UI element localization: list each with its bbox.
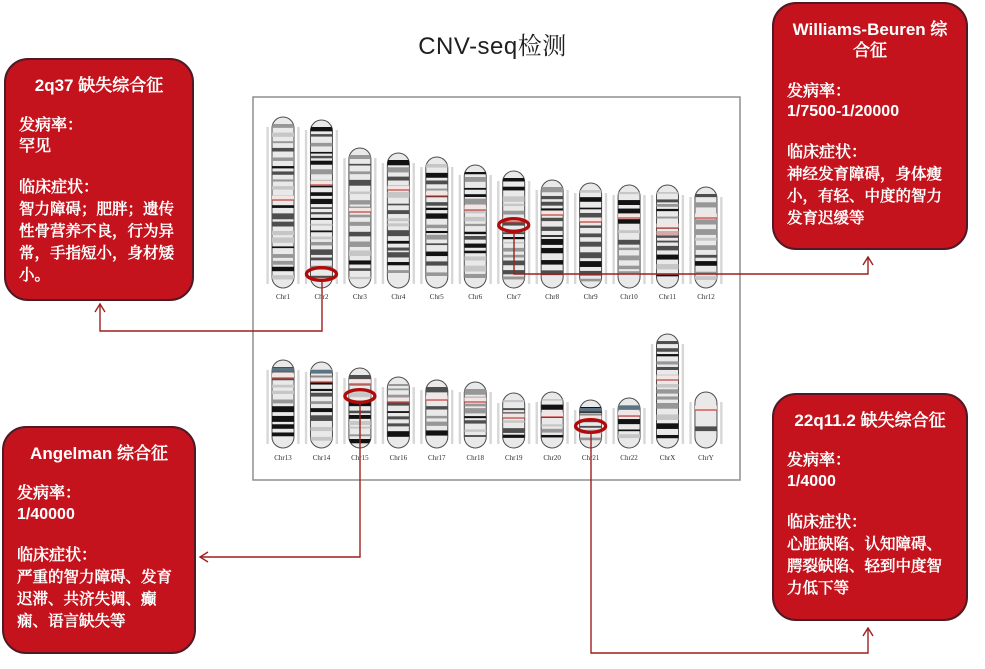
chromosome-label: Chr10 <box>620 293 638 301</box>
incidence-value: 1/40000 <box>17 506 75 524</box>
chromosome-label: Chr18 <box>466 454 484 462</box>
chromosome-label: Chr3 <box>352 293 367 301</box>
incidence-value: 1/4000 <box>787 473 836 491</box>
callout-title: 22q11.2 缺失综合征 <box>794 411 946 430</box>
page-title: CNV-seq检测 <box>418 33 567 60</box>
chromosome-label: Chr19 <box>504 454 523 462</box>
chromosome-label: Chr4 <box>391 293 406 301</box>
callout-22q11-2-deletion-syndrome <box>772 393 968 621</box>
chromosome-label: ChrX <box>659 454 676 462</box>
incidence-label: 发病率： <box>787 82 852 100</box>
chromosome-label: Chr5 <box>429 293 444 301</box>
symptoms-text: 心脏缺陷、认知障碍、腭裂缺陷、轻到中度智力低下等 <box>787 535 943 597</box>
symptoms-label: 临床症状： <box>19 178 100 196</box>
chromosome-label: Chr22 <box>620 454 638 462</box>
chromosome-label: ChrY <box>698 454 714 462</box>
callout-title: 2q37 缺失综合征 <box>34 76 164 95</box>
callout-angelman-syndrome <box>2 426 196 654</box>
incidence-value: 1/7500-1/20000 <box>787 103 900 121</box>
chromosome-label: Chr1 <box>276 293 290 301</box>
chromosome-label: Chr21 <box>581 454 600 462</box>
chromosome-label: Chr13 <box>274 454 292 462</box>
callout-williams-beuren-syndrome <box>772 2 968 250</box>
chromosome-label: Chr12 <box>697 293 715 301</box>
chromosome-label: Chr8 <box>545 293 560 301</box>
chromosome-label: Chr16 <box>389 454 408 462</box>
callout-title: Angelman 综合征 <box>30 444 168 463</box>
symptoms-label: 临床症状： <box>17 546 98 564</box>
incidence-label: 发病率： <box>787 452 852 470</box>
callout-title: Williams-Beuren 综合征 <box>792 20 948 61</box>
incidence-label: 发病率： <box>17 485 82 503</box>
callout-2q37-deletion-syndrome <box>4 58 194 301</box>
chromosome-label: Chr11 <box>658 293 677 301</box>
chromosome-label: Chr14 <box>312 454 331 462</box>
chromosome-label: Chr17 <box>428 454 446 462</box>
symptoms-label: 临床症状： <box>787 513 868 531</box>
chromosome-label: Chr6 <box>468 293 483 301</box>
chromosome-label: Chr15 <box>351 454 369 462</box>
chromosome-label: Chr9 <box>583 293 598 301</box>
incidence-label: 发病率： <box>19 117 84 135</box>
symptoms-text: 神经发育障碍，身体瘦小，有轻、中度的智力发育迟缓等 <box>787 165 943 227</box>
symptoms-text: 严重的智力障碍、发育迟滞、共济失调、癫痫、语言缺失等 <box>17 568 173 630</box>
incidence-value: 罕见 <box>19 138 52 156</box>
chromosome-label: Chr20 <box>543 454 561 462</box>
chromosome-label: Chr2 <box>314 293 329 301</box>
symptoms-label: 临床症状： <box>787 144 868 162</box>
symptoms-text: 智力障碍；肥胖；遗传性骨营养不良，行为异常，手指短小，身材矮小。 <box>19 200 175 284</box>
chromosome-label: Chr7 <box>506 293 521 301</box>
